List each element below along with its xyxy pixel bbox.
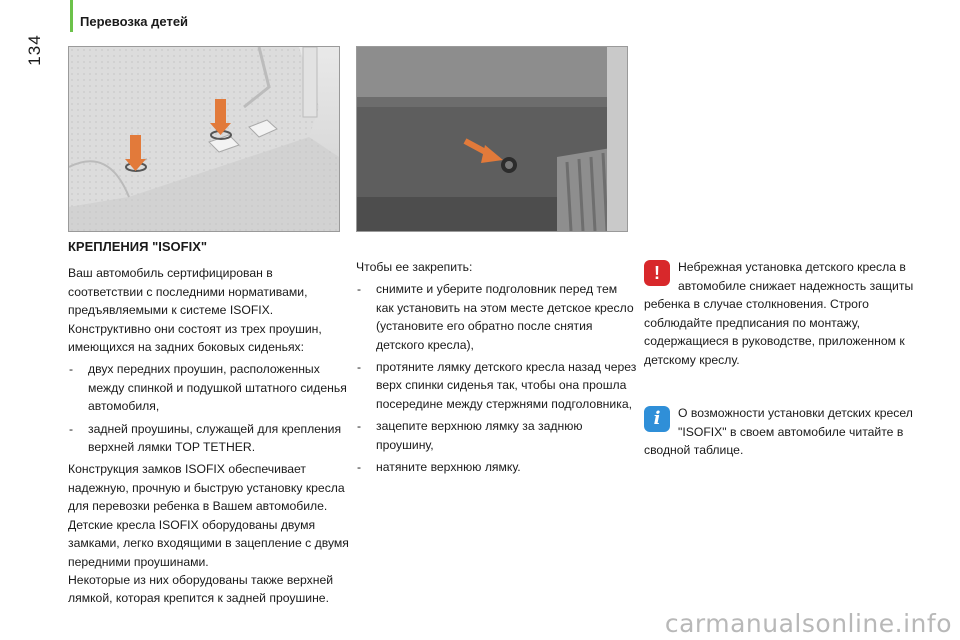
list-item: - зацепите верхнюю лямку за заднюю проушину, xyxy=(357,419,583,452)
isofix-para-design: Конструкция замков ISOFIX обеспечивает надежную, прочную и быструю установку кресла для перевозки ребенка в Вашем автомобиле. xyxy=(68,462,345,514)
tether-intro: Чтобы ее закрепить: xyxy=(356,260,473,274)
tether-instructions xyxy=(356,258,638,476)
isofix-heading: КРЕПЛЕНИЯ "ISOFIX" xyxy=(68,239,208,254)
list-item: - снимите и уберите подголовник перед тем как установить на этом месте детское кресло (установите его обратно после снятия детского кресла), xyxy=(357,282,634,352)
list-item: - натяните верхнюю лямку. xyxy=(357,460,521,475)
warning-icon: ! xyxy=(644,260,670,286)
top-tether-anchor-photo xyxy=(356,46,628,232)
isofix-para-structure: Конструктивно они состоят из трех проушин, имеющихся на задних боковых сиденьях: xyxy=(68,321,322,355)
info-icon: i xyxy=(644,406,670,432)
isofix-para-seats: Детские кресла ISOFIX оборудованы двумя замками, легко входящими в зацепление с двумя передними проушинами. xyxy=(68,517,349,569)
list-item: - двух передних проушин, расположенных между спинкой и подушкой штатного сиденья автомобиля, xyxy=(69,362,347,414)
list-item: - протяните лямку детского кресла назад через верх спинки сиденья так, чтобы она прошла посередине между стержнями подголовника, xyxy=(357,360,637,411)
page-number: 134 xyxy=(25,34,44,66)
tether-steps-list xyxy=(356,280,638,476)
isofix-description xyxy=(68,238,350,608)
isofix-para-certification: Ваш автомобиль сертифицирован в соответствии с последними нормативами, предъявляемыми к системе ISOFIX. xyxy=(68,266,308,318)
section-title: Перевозка детей xyxy=(80,14,189,29)
isofix-seat-photo xyxy=(68,46,340,232)
info-text: О возможности установки детских кресел "ISOFIX" в своем автомобиле читайте в сводной таблице. xyxy=(644,406,913,458)
watermark: carmanualsonline.info xyxy=(664,609,952,638)
info-note xyxy=(644,404,914,460)
list-item: - задней проушины, служащей для крепления верхней лямки TOP TETHER. xyxy=(69,421,342,455)
isofix-rings-list xyxy=(68,360,350,456)
section-accent-bar xyxy=(70,0,73,32)
warning-note xyxy=(644,258,914,370)
isofix-para-top-strap: Некоторые из них оборудованы также верхней лямкой, которая крепится к задней проушине. xyxy=(68,572,334,606)
warning-text: Небрежная установка детского кресла в автомобиле снижает надежность защиты ребенка в случае столкновения. Строго соблюдайте предписания по монтажу, содержащиеся в руководстве, приложенном к детскому креслу. xyxy=(644,260,914,367)
